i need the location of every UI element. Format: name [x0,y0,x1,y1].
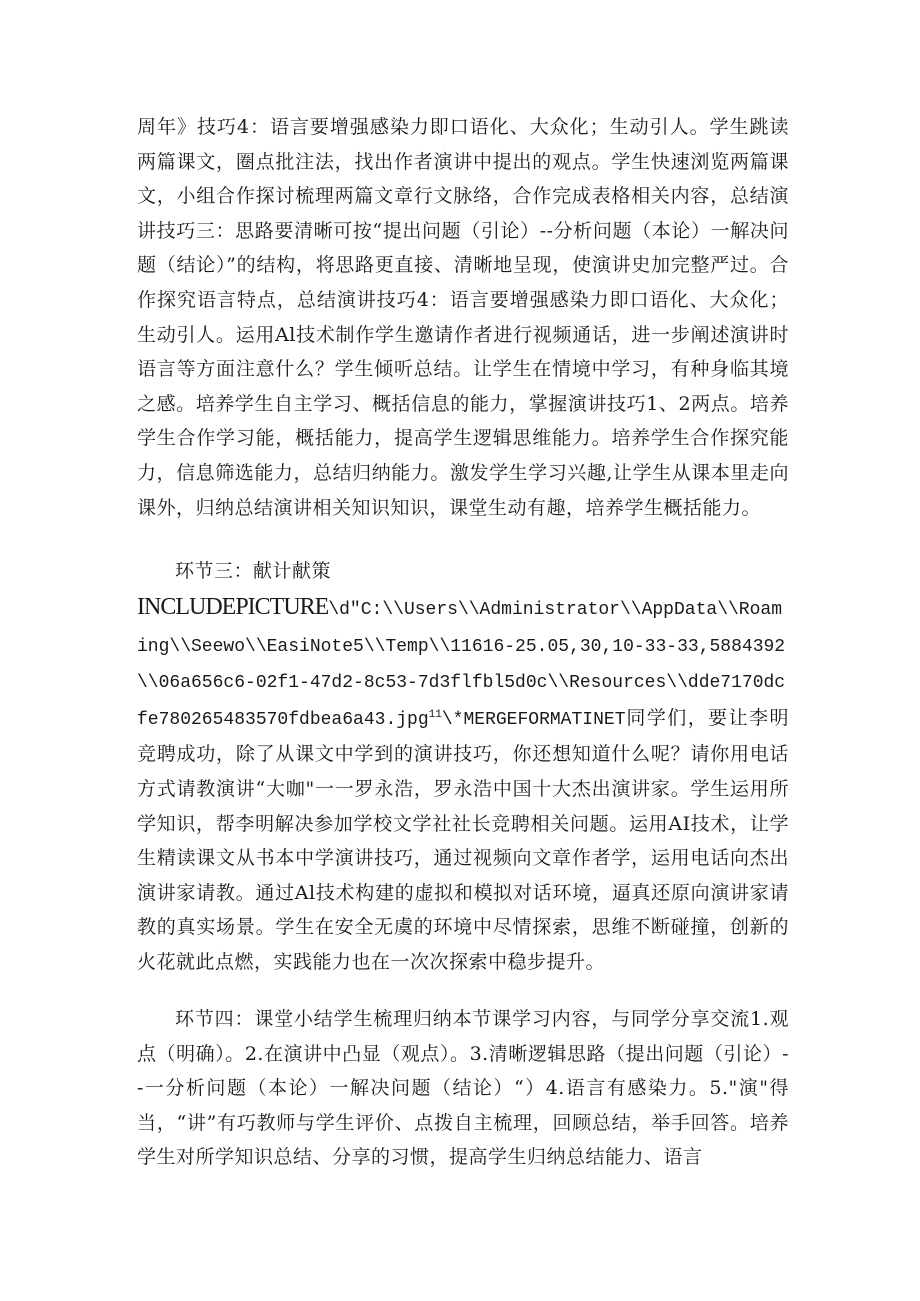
field-code-superscript: 11 [428,708,442,721]
field-code-prefix: INCLUDEPICTURE [137,594,329,620]
field-code-suffix: \*MERGEFORMATINET [441,709,626,730]
field-code-path: \d"C:\\Users\\Administrator\\AppData\\Roaming\\Seewo\\EasiNote5\\Temp\\11616-25.05,30,10-33-33,5884392\\06a656c6-02f1-47d2-8c53-7d3flfbl5d0c\\Resources\\dde7170dcfe780265483570fdbea6a43.jpg [137,600,786,730]
paragraph-section-4-summary: 环节四：课堂小结学生梳理归纳本节课学习内容，与同学分享交流1.观点（明确）。2.在演讲中凸显（观点）。3.清晰逻辑思路（提出问题（引论）--一分析问题（本论）一解决问题（结论）“）4.语言有感染力。5."演"得当，“讲”有巧教师与学生评价、点拨自主梳理，回顾总结，举手回答。培养学生对所学知识总结、分享的习惯，提高学生归纳总结能力、语言 [137,1008,789,1169]
section-3-heading: 环节三：献计献策 [175,560,332,582]
paragraph-section-3-body: 同学们，要让李明竞聘成功，除了从课文中学到的演讲技巧，你还想知道什么呢？请你用电话方式请教演讲“大咖"一一罗永浩，罗永浩中国十大杰出演讲家。学生运用所学知识，帮李明解决参加学校文学社社长竞聘相关问题。运用AI技术，让学生精读课文从书本中学演讲技巧，通过视频向文章作者学，运用电话向杰出演讲家请教。通过Al技术构建的虚拟和模拟对话环境，逼真还原向演讲家请教的真实场景。学生在安全无虞的环境中尽情探索，思维不断碰撞，创新的火花就此点燃，实践能力也在一次次探索中稳步提升。 [137,706,789,973]
paragraph-section-3 [137,590,789,980]
paragraph-speech-techniques: 周年》技巧4：语言要增强感染力即口语化、大众化；生动引人。学生跳读两篇课文，圈点批注法，找出作者演讲中提出的观点。学生快速浏览两篇课文，小组合作探讨梳理两篇文章行文脉络，合作完成表格相关内容，总结演讲技巧三：思路要清晰可按“提出问题（引论）--分析问题（本论）一解决问题（结论）”的结构，将思路更直接、清晰地呈现，使演讲史加完整严过。合作探究语言特点，总结演讲技巧4：语言要增强感染力即口语化、大众化；生动引人。运用Al技术制作学生邀请作者进行视频通话，进一步阐述演讲时语言等方面注意什么？学生倾听总结。让学生在情境中学习，有种身临其境之感。培养学生自主学习、概括信息的能力，掌握演讲技巧1、2两点。培养学生合作学习能，概括能力，提高学生逻辑思维能力。培养学生合作探究能力，信息筛选能力，总结归纳能力。激发学生学习兴趣,让学生从课本里走向课外，归纳总结演讲相关知识知识，课堂生动有趣，培养学生概括能力。 [137,116,789,519]
